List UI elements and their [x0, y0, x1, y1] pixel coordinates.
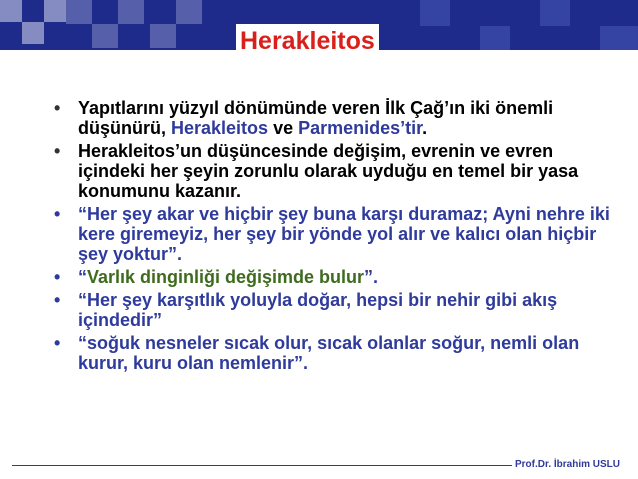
bullet-item-6: [54, 333, 620, 373]
parmenides-name: Parmenides’tir: [298, 118, 423, 138]
herakleitos-name: Herakleitos: [171, 118, 269, 138]
bullet-5-quote: “Her şey karşıtlık yoluyla doğar, hepsi bir nehir gibi akış içindedir”: [78, 290, 558, 330]
bullet-4-close-quote: ”.: [364, 267, 379, 287]
slide-title: Herakleitos: [240, 27, 375, 55]
title-box: [236, 24, 379, 58]
bullet-1-connector: ve: [268, 118, 299, 138]
bullet-item-1: [54, 98, 620, 138]
bullet-item-2: [54, 141, 620, 201]
bullet-item-4: [54, 267, 620, 287]
bullet-dot-icon: •: [54, 141, 61, 161]
footer-divider: [12, 465, 512, 466]
bullet-3-quote: “Her şey akar ve hiçbir şey buna karşı duramaz; Ayni nehre iki kere giremeyiz, her şey bir yönde yol alır ve kalıcı olan hiçbir şey yoktur”.: [78, 204, 610, 264]
footer-credit: Prof.Dr. İbrahim USLU: [514, 459, 620, 470]
bullet-1-text: Yapıtlarını yüzyıl dönümünde veren İlk Çağ’ın iki önemli düşünürü,: [78, 98, 554, 138]
bullet-list: [54, 98, 620, 373]
bullet-dot-icon: •: [54, 98, 61, 118]
bullet-4-quote: Varlık dinginliği değişimde bulur: [87, 267, 365, 287]
bullet-item-3: [54, 204, 620, 264]
bullet-dot-icon: •: [54, 333, 61, 353]
bullet-item-5: [54, 290, 620, 330]
bullet-dot-icon: •: [54, 267, 61, 287]
bullet-1-period: .: [422, 118, 428, 138]
bullet-6-quote: “soğuk nesneler sıcak olur, sıcak olanlar soğur, nemli olan kurur, kuru olan nemlenir”.: [78, 333, 580, 373]
bullet-dot-icon: •: [54, 204, 61, 224]
bullet-4-open-quote: “: [78, 267, 87, 287]
bullet-dot-icon: •: [54, 290, 61, 310]
bullet-2-text: Herakleitos’un düşüncesinde değişim, evrenin ve evren içindeki her şeyin zorunlu olarak uyduğu en temel bir yasa konumunu kazanır.: [78, 141, 579, 201]
